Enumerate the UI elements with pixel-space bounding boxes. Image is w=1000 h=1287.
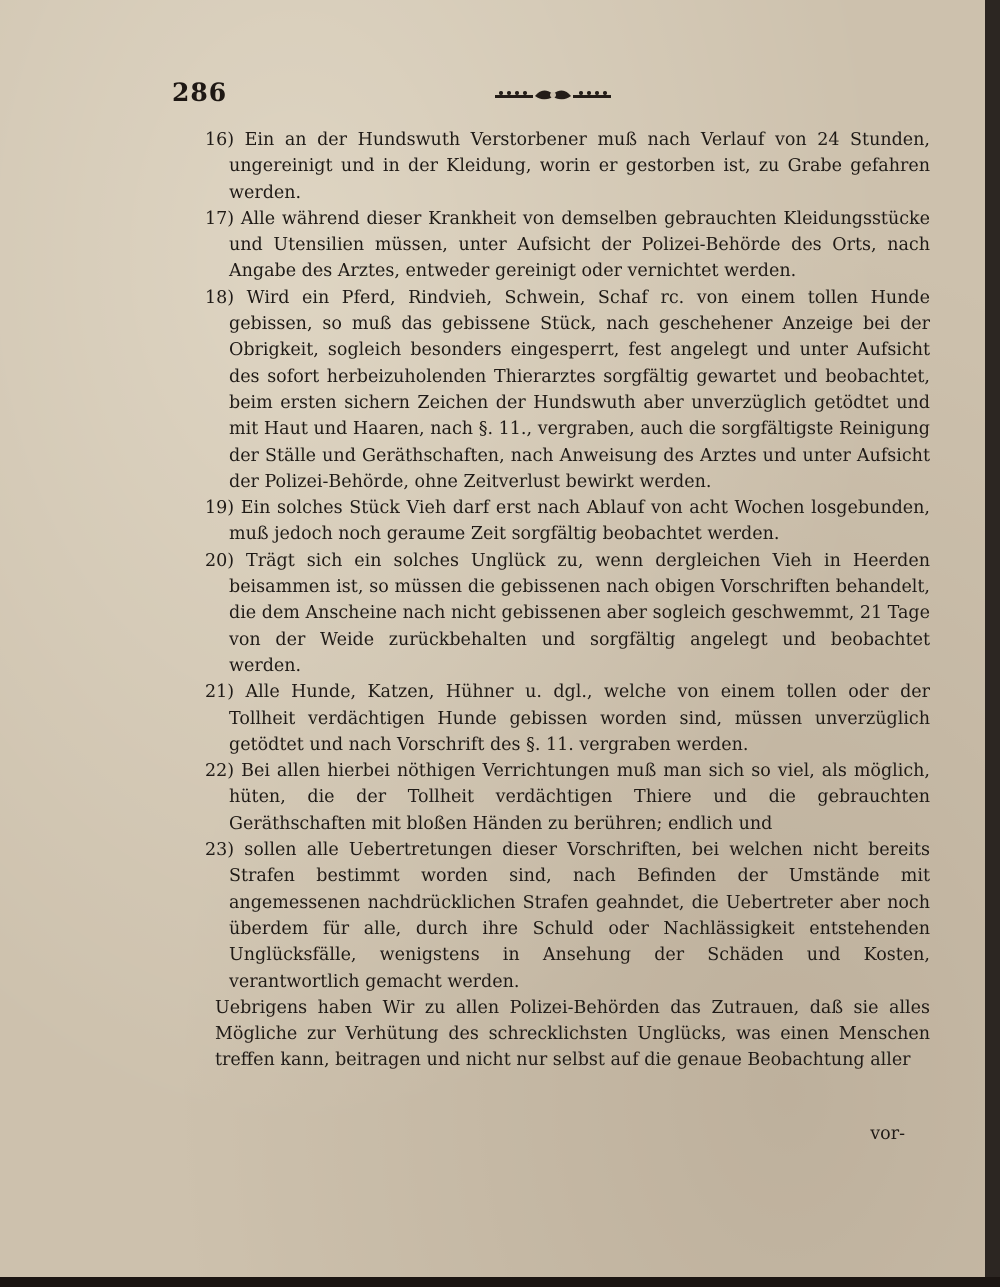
page-number: 286	[172, 78, 228, 107]
typographic-ornament-icon	[493, 86, 613, 102]
paragraph-22: 22) Bei allen hierbei nöthigen Verrichtungen muß man sich so viel, als möglich, hüten, die der Tollheit verdächtigen Thiere und die gebrauchten Geräthschaften mit bloßen Händen zu berühren; endlich und	[205, 761, 930, 834]
paragraph-21: 21) Alle Hunde, Katzen, Hühner u. dgl., welche von einem tollen oder der Tollheit verdächtigen Hunde gebissen worden sind, müssen unverzüglich getödtet und nach Vorschrift des §. 11. vergraben werden.	[205, 682, 930, 755]
paragraph-23: 23) sollen alle Uebertretungen dieser Vorschriften, bei welchen nicht bereits Strafen bestimmt worden sind, nach Befinden der Umstände mit angemessenen nachdrücklichen Strafen geahndet, die Uebertreter aber noch überdem für alle, durch ihre Schuld oder Nachlässigkeit entstehenden Unglücksfälle, wenigstens in Ansehung der Schäden und Kosten, verantwortlich gemacht werden.	[205, 840, 930, 992]
page-edge	[0, 1277, 1000, 1287]
paragraph-20: 20) Trägt sich ein solches Unglück zu, wenn dergleichen Vieh in Heerden beisammen ist, so müssen die gebissenen nach obigen Vorschriften behandelt, die dem Anscheine nach nicht gebissenen aber sogleich geschwemmt, 21 Tage von der Weide zurückbehalten und sorgfältig angelegt und beobachtet werden.	[205, 550, 930, 676]
paragraph-17: 17) Alle während dieser Krankheit von demselben gebrauchten Kleidungsstücke und Utensilien müssen, unter Aufsicht der Polizei-Behörde des Orts, nach Angabe des Arztes, entweder gereinigt oder vernichtet werden.	[205, 208, 930, 282]
page-text	[205, 127, 930, 1074]
paragraph-19: 19) Ein solches Stück Vieh darf erst nach Ablauf von acht Wochen losgebunden, muß jedoch noch geraume Zeit sorgfältig beobachtet werden.	[205, 498, 930, 545]
closing-paragraph: Uebrigens haben Wir zu allen Polizei-Behörden das Zutrauen, daß sie alles Mögliche zur Verhütung des schrecklichsten Unglücks, was einen Menschen treffen kann, beitragen und nicht nur selbst auf die genaue Beobachtung aller	[215, 997, 930, 1071]
paragraph-18: 18) Wird ein Pferd, Rindvieh, Schwein, Schaf rc. von einem tollen Hunde gebissen, so muß das gebissene Stück, nach geschehener Anzeige bei der Obrigkeit, sogleich besonders eingesperrt, fest angelegt und unter Aufsicht des sofort herbeizuholenden Thierarztes sorgfältig gewartet und beobachtet, beim ersten sichern Zeichen der Hundswuth aber unverzüglich getödtet und mit Haut und Haaren, nach §. 11., vergraben, auch die sorgfältigste Reinigung der Ställe und Geräthschaften, nach Anweisung des Arztes und unter Aufsicht der Polizei-Behörde, ohne Zeitverlust bewirkt werden.	[205, 287, 930, 492]
catchword: vor-	[870, 1124, 905, 1144]
paragraph-16: 16) Ein an der Hundswuth Verstorbener muß nach Verlauf von 24 Stunden, ungereinigt und in der Kleidung, worin er gestorben ist, zu Grabe gefahren werden.	[205, 130, 930, 203]
